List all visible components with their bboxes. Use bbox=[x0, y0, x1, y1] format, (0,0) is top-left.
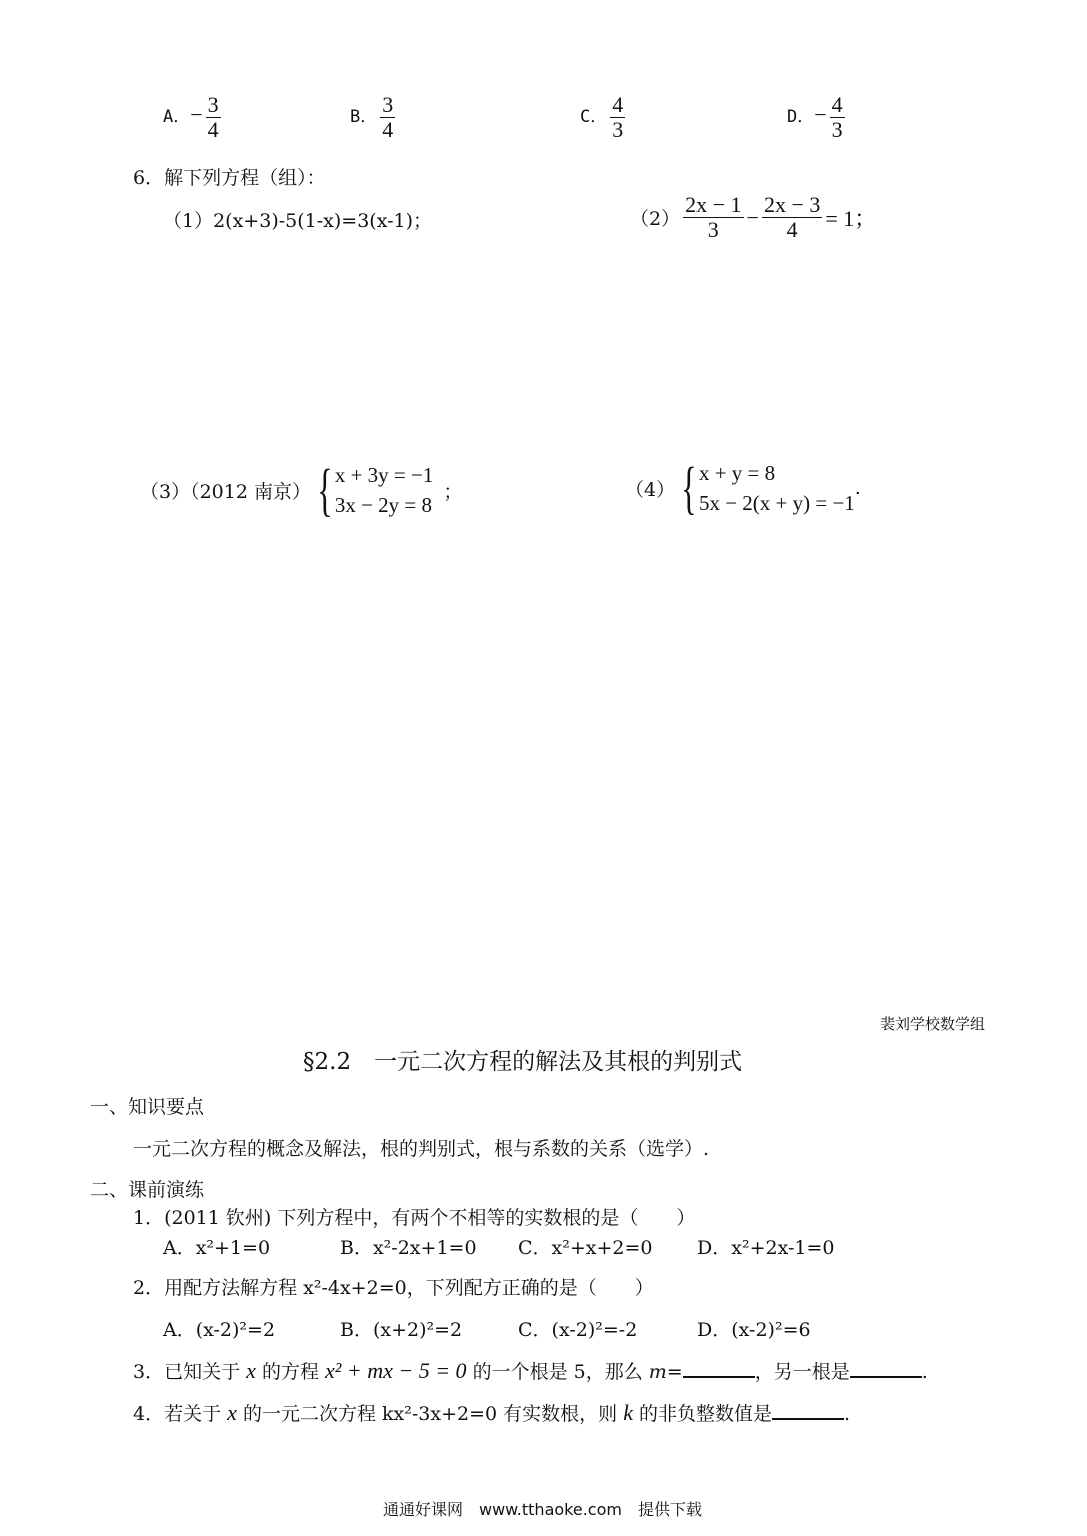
denominator: 4 bbox=[786, 217, 798, 243]
variable: x bbox=[227, 1400, 237, 1425]
equation: x² + mx − 5 = 0 bbox=[325, 1358, 467, 1383]
q2-option-b: B．(x+2)²=2 bbox=[340, 1319, 463, 1341]
q2-option-d: D．(x-2)²=6 bbox=[697, 1319, 811, 1341]
variable: k bbox=[623, 1400, 633, 1425]
option-b bbox=[350, 93, 398, 142]
option-label: C． bbox=[580, 107, 608, 128]
part-1-heading: 一、知识要点 bbox=[90, 1096, 205, 1118]
denominator: 3 bbox=[831, 117, 843, 143]
denominator: 4 bbox=[207, 117, 219, 143]
question-6-stem: 6．解下列方程（组）： bbox=[133, 167, 326, 189]
equation-system bbox=[675, 455, 855, 521]
equation-row: x + 3y = −1 bbox=[334, 463, 434, 487]
question-3 bbox=[133, 1357, 928, 1384]
text: 的一元二次方程 bbox=[236, 1403, 382, 1425]
header-label: 裴刘学校数学组 bbox=[880, 1015, 986, 1033]
equation-tail: = 1； bbox=[825, 206, 877, 232]
answer-blank[interactable] bbox=[850, 1358, 922, 1378]
answer-blank[interactable] bbox=[683, 1358, 755, 1378]
denominator: 3 bbox=[707, 217, 719, 243]
sign: − bbox=[190, 102, 203, 128]
minus-sign: − bbox=[746, 204, 759, 230]
option-d bbox=[787, 93, 848, 142]
part-label: （4） bbox=[625, 478, 676, 501]
numerator: 3 bbox=[207, 92, 219, 117]
q1-option-c: C．x²+x+2=0 bbox=[518, 1237, 653, 1259]
fraction bbox=[380, 93, 395, 142]
text: 的方程 bbox=[255, 1361, 325, 1383]
brace-icon: { bbox=[681, 455, 697, 521]
numerator: 2x − 3 bbox=[763, 192, 821, 217]
q1-option-a: A．x²+1=0 bbox=[163, 1237, 271, 1259]
equation-row: x + y = 8 bbox=[698, 461, 776, 485]
equation-tail: ； bbox=[443, 480, 463, 503]
numerator: 4 bbox=[831, 92, 843, 117]
option-label: A． bbox=[163, 107, 191, 128]
equation-row: 3x − 2y = 8 bbox=[334, 493, 433, 518]
question-6-part-1 bbox=[163, 206, 432, 233]
part-label: （2） bbox=[630, 208, 681, 231]
text: ，另一根是 bbox=[754, 1361, 850, 1383]
q1-option-b: B．x²-2x+1=0 bbox=[340, 1237, 477, 1259]
equation-row: 5x − 2(x + y) = −1 bbox=[698, 491, 855, 516]
fraction bbox=[683, 193, 743, 242]
text: 的一个根是 5，那么 bbox=[466, 1361, 649, 1383]
question-2-stem: 2．用配方法解方程 x²-4x+2=0，下列配方正确的是（ ） bbox=[133, 1277, 654, 1299]
numerator: 4 bbox=[612, 92, 624, 117]
question-6-part-4 bbox=[625, 455, 861, 521]
q2-option-c: C．(x-2)²=-2 bbox=[518, 1319, 638, 1341]
q1-option-d: D．x²+2x-1=0 bbox=[697, 1237, 835, 1259]
question-6-part-2 bbox=[630, 193, 876, 242]
equation: kx²-3x+2=0 bbox=[382, 1403, 498, 1425]
answer-blank[interactable] bbox=[772, 1400, 844, 1420]
numerator: 2x − 1 bbox=[685, 192, 742, 217]
equation-tail: . bbox=[854, 477, 861, 500]
text: . bbox=[844, 1403, 851, 1425]
option-label: B． bbox=[350, 107, 378, 128]
option-label: D． bbox=[787, 107, 815, 128]
text: 的非负整数值是 bbox=[632, 1403, 772, 1425]
text: . bbox=[921, 1361, 928, 1383]
option-c bbox=[580, 93, 628, 142]
sign: − bbox=[814, 102, 827, 128]
denominator: 3 bbox=[612, 117, 624, 143]
part-label: （3）（2012 南京） bbox=[140, 480, 311, 503]
question-1-stem: 1．(2011 钦州) 下列方程中，有两个不相等的实数根的是（ ） bbox=[133, 1207, 696, 1229]
fraction bbox=[610, 93, 625, 142]
question-6-part-3 bbox=[140, 457, 463, 523]
question-4 bbox=[133, 1399, 850, 1426]
footer-text: 通通好课网 www.tthaoke.com 提供下载 bbox=[383, 1500, 702, 1519]
denominator: 4 bbox=[382, 117, 394, 143]
variable: x bbox=[246, 1358, 256, 1383]
section-title: §2.2 一元二次方程的解法及其根的判别式 bbox=[303, 1049, 743, 1075]
equation: 2(x+3)-5(1-x)=3(x-1)； bbox=[213, 210, 433, 232]
fraction bbox=[206, 93, 221, 142]
fraction bbox=[762, 193, 822, 242]
brace-icon: { bbox=[317, 457, 333, 523]
text: 4．若关于 bbox=[133, 1403, 228, 1425]
equation-system bbox=[311, 457, 434, 523]
part-2-heading: 二、课前演练 bbox=[90, 1179, 205, 1201]
variable: m= bbox=[648, 1361, 683, 1383]
part-label: （1） bbox=[163, 210, 214, 232]
text: 3．已知关于 bbox=[133, 1361, 247, 1383]
part-1-body: 一元二次方程的概念及解法，根的判别式，根与系数的关系（选学）. bbox=[133, 1138, 710, 1160]
numerator: 3 bbox=[382, 92, 394, 117]
text: 有实数根，则 bbox=[497, 1403, 624, 1425]
q2-option-a: A．(x-2)²=2 bbox=[163, 1319, 276, 1341]
fraction bbox=[830, 93, 845, 142]
option-a bbox=[163, 93, 224, 142]
